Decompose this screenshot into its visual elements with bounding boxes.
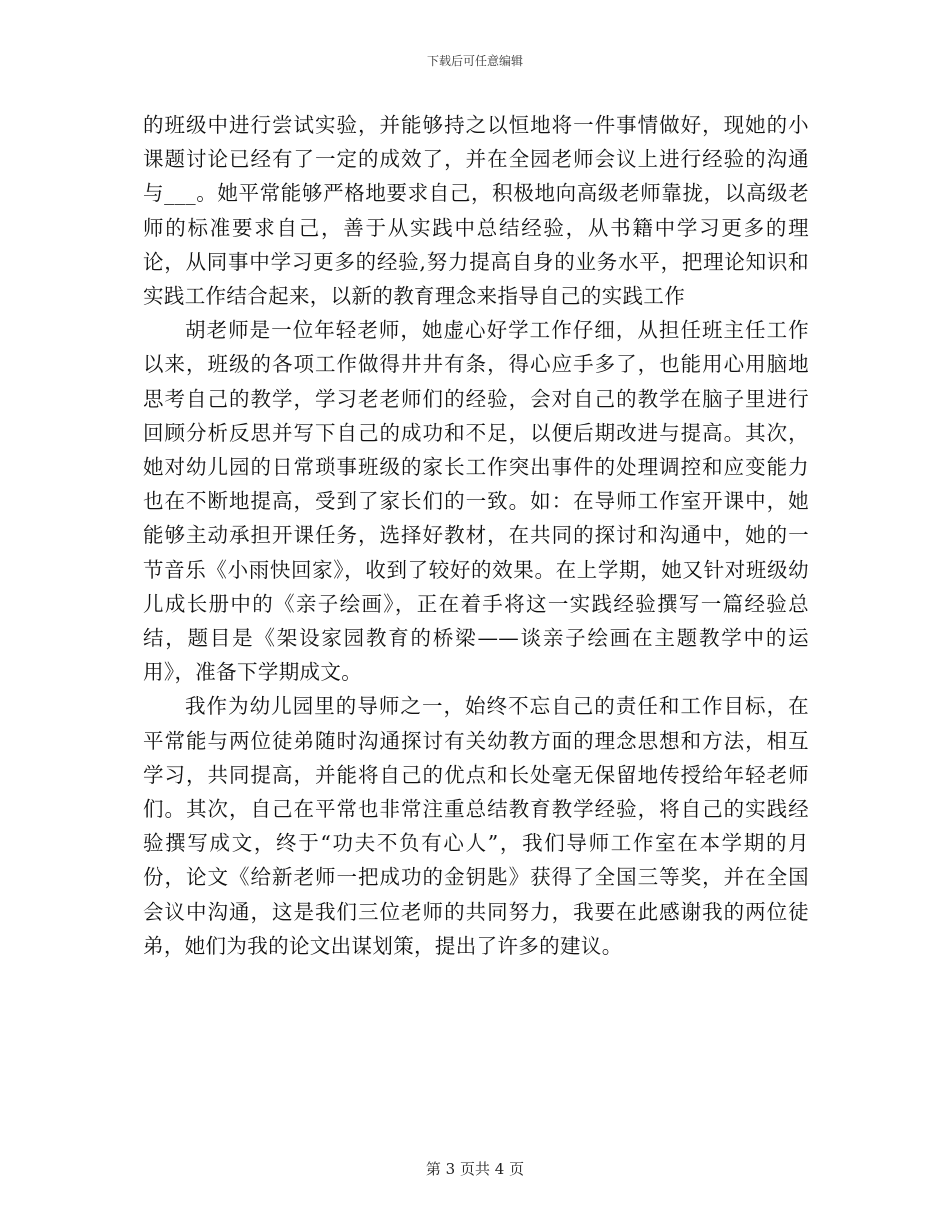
page-footer: 第 3 页共 4 页	[425, 1160, 525, 1178]
paragraph-hu-teacher: 胡老师是一位年轻老师，她虚心好学工作仔细，从担任班主任工作以来，班级的各项工作做得井井有条，得心应手多了，也能用心用脑地思考自己的教学，学习老老师们的经验，会对自己的教学在脑子里进行回顾分析反思并写下自己的成功和不足，以便后期改进与提高。其次，她对幼儿园的日常琐事班级的家长工作突出事件的处理调控和应变能力也在不断地提高，受到了家长们的一致。如：在导师工作室开课中，她能够主动承担开课任务，选择好教材，在共同的探讨和沟通中，她的一节音乐《小雨快回家》，收到了较好的效果。在上学期，她又针对班级幼儿成长册中的《亲子绘画》，正在着手将这一实践经验撰写一篇经验总结，题目是《架设家园教育的桥梁——谈亲子绘画在主题教学中的运用》，准备下学期成文。	[143, 318, 809, 685]
document-body	[143, 108, 809, 963]
page-header: 下载后可任意编辑	[426, 54, 523, 68]
paragraph-mentor: 我作为幼儿园里的导师之一，始终不忘自己的责任和工作目标，在平常能与两位徒弟随时沟通探讨有关幼教方面的理念思想和方法，相互学习，共同提高，并能将自己的优点和长处毫无保留地传授给年轻老师们。其次，自己在平常也非常注重总结教育教学经验，将自己的实践经验撰写成文，终于“功夫不负有心人”，我们导师工作室在本学期的月份，论文《给新老师一把成功的金钥匙》获得了全国三等奖，并在全国会议中沟通，这是我们三位老师的共同努力，我要在此感谢我的两位徒弟，她们为我的论文出谋划策，提出了许多的建议。	[143, 694, 809, 958]
paragraph-continuation: 的班级中进行尝试实验，并能够持之以恒地将一件事情做好，现她的小课题讨论已经有了一定的成效了，并在全园老师会议上进行经验的沟通与___。她平常能够严格地要求自己，积极地向高级老师靠拢，以高级老师的标准要求自己，善于从实践中总结经验，从书籍中学习更多的理论，从同事中学习更多的经验,努力提高自身的业务水平，把理论知识和实践工作结合起来，以新的教育理念来指导自己的实践工作	[143, 113, 809, 309]
